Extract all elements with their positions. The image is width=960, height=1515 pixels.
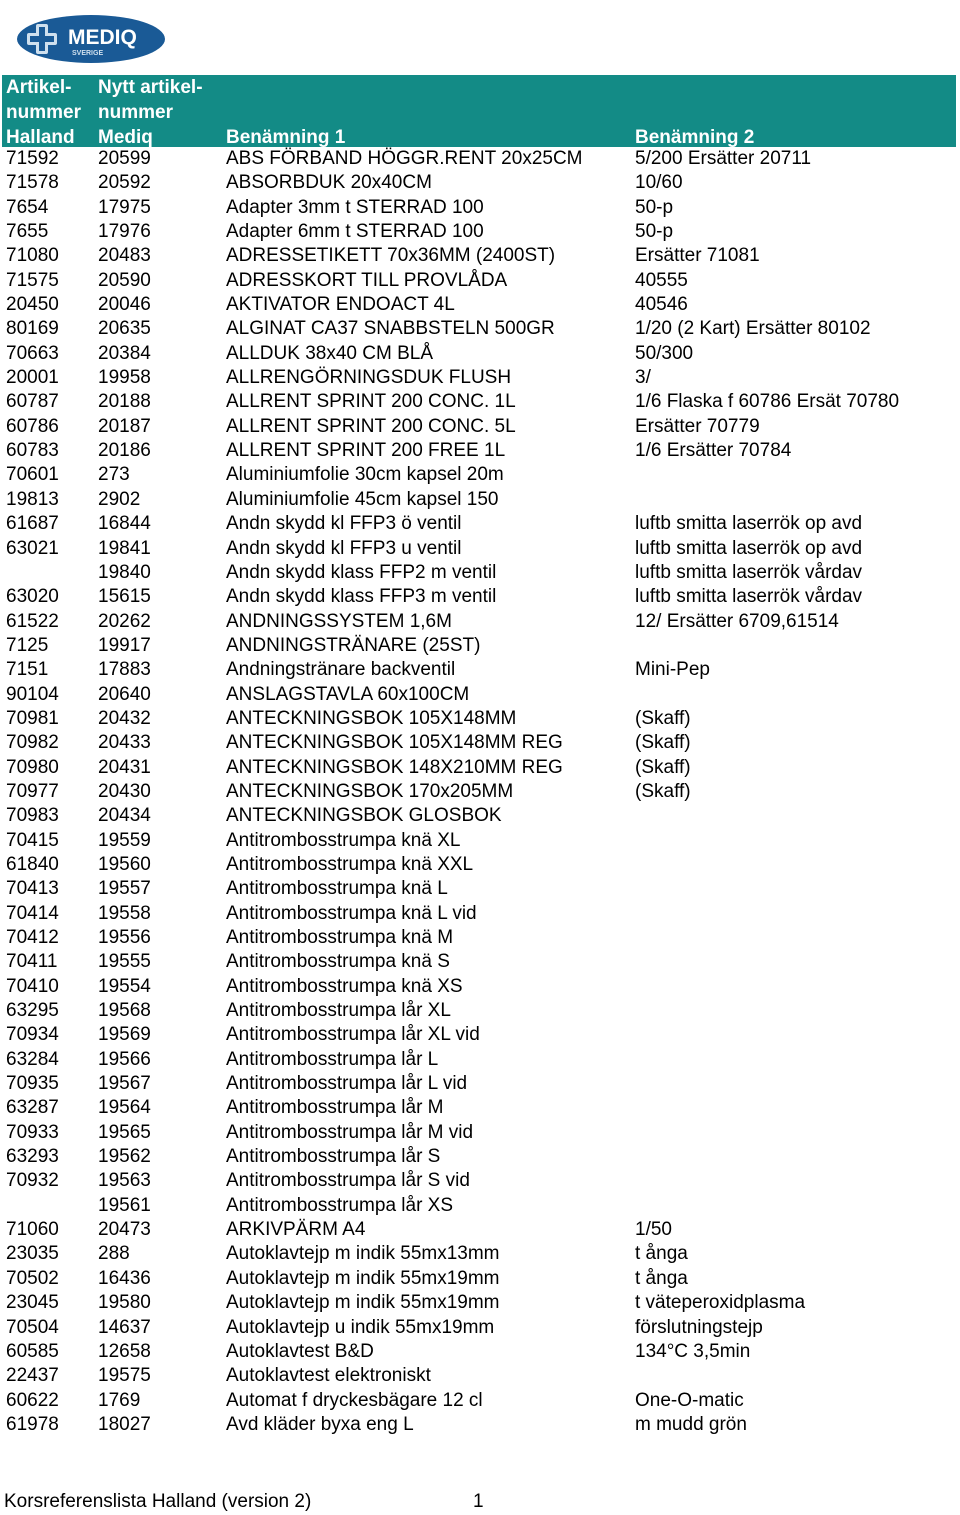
cell-benamning-2: 50-p: [635, 221, 674, 243]
cell-artikelnummer-mediq: 19580: [98, 1292, 151, 1314]
cell-artikelnummer-mediq: 19917: [98, 634, 151, 656]
cell-artikelnummer-halland: 71080: [6, 245, 59, 267]
cell-artikelnummer-halland: 71578: [6, 172, 59, 194]
cell-benamning-1: ANTECKNINGSBOK 148X210MM REG: [226, 756, 563, 778]
cell-benamning-1: Andn skydd kl FFP3 ö ventil: [226, 513, 462, 535]
table-row: [0, 1389, 960, 1413]
cell-benamning-1: ANTECKNINGSBOK 105X148MM REG: [226, 732, 563, 754]
cell-artikelnummer-halland: 20450: [6, 294, 59, 316]
table-row: [0, 244, 960, 268]
mediq-logo: [16, 14, 166, 64]
cell-artikelnummer-halland: 60786: [6, 415, 59, 437]
cell-artikelnummer-mediq: 20186: [98, 440, 151, 462]
table-row: [0, 926, 960, 950]
cell-benamning-1: Antitrombosstrumpa lår M: [226, 1097, 444, 1119]
cell-benamning-1: ANTECKNINGSBOK 170x205MM: [226, 780, 514, 802]
cell-benamning-2: (Skaff): [635, 732, 691, 754]
cell-benamning-2: t ånga: [635, 1267, 688, 1289]
cell-artikelnummer-halland: 19813: [6, 488, 59, 510]
cell-artikelnummer-halland: 63021: [6, 537, 59, 559]
cell-artikelnummer-halland: 61978: [6, 1413, 59, 1435]
logo-brand: MEDIQ: [68, 26, 137, 49]
cell-benamning-2: 12/ Ersätter 6709,61514: [635, 610, 839, 632]
table-row: [0, 707, 960, 731]
cell-benamning-2: (Skaff): [635, 780, 691, 802]
cell-artikelnummer-mediq: 19563: [98, 1170, 151, 1192]
cell-artikelnummer-halland: 70935: [6, 1073, 59, 1095]
cell-artikelnummer-mediq: 20640: [98, 683, 151, 705]
cell-artikelnummer-halland: 7151: [6, 659, 49, 681]
table-row: [0, 512, 960, 536]
cell-benamning-1: ALLRENT SPRINT 200 CONC. 1L: [226, 391, 516, 413]
cell-artikelnummer-halland: 61522: [6, 610, 59, 632]
table-row: [0, 342, 960, 366]
cell-benamning-1: AKTIVATOR ENDOACT 4L: [226, 294, 455, 316]
table-row: [0, 1096, 960, 1120]
cell-benamning-2: 10/60: [635, 172, 683, 194]
cell-artikelnummer-mediq: 19958: [98, 367, 151, 389]
table-row: [0, 950, 960, 974]
cell-benamning-1: Andn skydd kl FFP3 u ventil: [226, 537, 462, 559]
header-col-benamning-2: Benämning 2: [635, 127, 755, 148]
cell-artikelnummer-mediq: 19569: [98, 1024, 151, 1046]
cell-benamning-1: Antitrombosstrumpa lår XL: [226, 1000, 451, 1022]
cell-benamning-2: m mudd grön: [635, 1413, 747, 1435]
cell-artikelnummer-mediq: 20187: [98, 415, 151, 437]
cell-benamning-1: ALGINAT CA37 SNABBSTELN 500GR: [226, 318, 555, 340]
cell-artikelnummer-halland: 61687: [6, 513, 59, 535]
table-row: [0, 1194, 960, 1218]
table-row: [0, 756, 960, 780]
cell-artikelnummer-mediq: 19562: [98, 1146, 151, 1168]
table-row: [0, 293, 960, 317]
table-row: [0, 537, 960, 561]
cell-benamning-2: 1/6 Flaska f 60786 Ersät 70780: [635, 391, 900, 413]
table-row: [0, 1023, 960, 1047]
cell-artikelnummer-mediq: 19567: [98, 1073, 151, 1095]
cell-benamning-1: Antitrombosstrumpa knä S: [226, 951, 450, 973]
cell-artikelnummer-halland: 71060: [6, 1219, 59, 1241]
cell-benamning-2: förslutningstejp: [635, 1316, 763, 1338]
cell-benamning-1: Autoklavtejp u indik 55mx19mm: [226, 1316, 495, 1338]
cell-benamning-2: 1/20 (2 Kart) Ersätter 80102: [635, 318, 871, 340]
cell-benamning-1: Avd kläder byxa eng L: [226, 1413, 414, 1435]
cell-artikelnummer-halland: 70504: [6, 1316, 59, 1338]
cell-benamning-1: Antitrombosstrumpa lår XS: [226, 1194, 454, 1216]
table-row: [0, 1169, 960, 1193]
cell-benamning-1: Automat f dryckesbägare 12 cl: [226, 1389, 483, 1411]
cell-artikelnummer-halland: 70977: [6, 780, 59, 802]
table-row: [0, 731, 960, 755]
cell-benamning-2: 5/200 Ersätter 20711: [635, 148, 812, 169]
table-row: [0, 439, 960, 463]
table-row: [0, 196, 960, 220]
cell-artikelnummer-mediq: 20188: [98, 391, 151, 413]
cell-artikelnummer-halland: 63295: [6, 1000, 59, 1022]
page-number: 1: [473, 1491, 484, 1512]
cell-benamning-2: 1/6 Ersätter 70784: [635, 440, 792, 462]
table-row: [0, 634, 960, 658]
cell-artikelnummer-mediq: 19565: [98, 1121, 151, 1143]
table-row: [0, 1316, 960, 1340]
cell-artikelnummer-halland: 7655: [6, 221, 49, 243]
cell-benamning-2: 50/300: [635, 342, 694, 364]
cell-artikelnummer-mediq: 17975: [98, 196, 151, 218]
table-row: [0, 804, 960, 828]
cell-artikelnummer-halland: 80169: [6, 318, 59, 340]
cell-benamning-1: ANDNINGSTRÄNARE (25ST): [226, 634, 481, 656]
cell-artikelnummer-halland: 70980: [6, 756, 59, 778]
cell-benamning-2: One-O-matic: [635, 1389, 744, 1411]
header-col-benamning-1: Benämning 1: [226, 127, 346, 148]
cell-artikelnummer-mediq: 18027: [98, 1413, 151, 1435]
cell-benamning-1: Adapter 6mm t STERRAD 100: [226, 221, 484, 243]
cell-artikelnummer-mediq: 12658: [98, 1340, 151, 1362]
header-col-nytt-artikelnummer-mediq: Nytt artikel- nummer Mediq: [98, 77, 203, 148]
cell-artikelnummer-halland: 63020: [6, 586, 59, 608]
cell-artikelnummer-mediq: 19560: [98, 853, 151, 875]
cell-artikelnummer-mediq: 16844: [98, 513, 151, 535]
cell-artikelnummer-mediq: 2902: [98, 488, 141, 510]
header-col-artikelnummer-halland: Artikel- nummer Halland: [6, 77, 81, 148]
cell-benamning-1: Antitrombosstrumpa knä XS: [226, 975, 463, 997]
cell-artikelnummer-halland: 63287: [6, 1097, 59, 1119]
cell-benamning-2: luftb smitta laserrök vårdav: [635, 561, 863, 583]
cell-benamning-1: ANTECKNINGSBOK 105X148MM: [226, 707, 517, 729]
cell-artikelnummer-halland: 70663: [6, 342, 59, 364]
cell-artikelnummer-halland: 70932: [6, 1170, 59, 1192]
table-row: [0, 171, 960, 195]
table-row: [0, 999, 960, 1023]
cell-benamning-1: Autoklavtest B&D: [226, 1340, 374, 1362]
table-row: [0, 1242, 960, 1266]
cell-artikelnummer-mediq: 20262: [98, 610, 151, 632]
cell-artikelnummer-halland: 70502: [6, 1267, 59, 1289]
table-row: [0, 585, 960, 609]
cell-artikelnummer-mediq: 19558: [98, 902, 151, 924]
cell-artikelnummer-mediq: 19557: [98, 878, 151, 900]
cell-artikelnummer-halland: 61840: [6, 853, 59, 875]
table-row: [0, 1267, 960, 1291]
cell-benamning-1: ADRESSKORT TILL PROVLÅDA: [226, 269, 508, 291]
cell-artikelnummer-mediq: 19575: [98, 1365, 151, 1387]
cell-artikelnummer-halland: 63284: [6, 1048, 59, 1070]
cell-benamning-1: ANDNINGSSYSTEM 1,6M: [226, 610, 452, 632]
cell-artikelnummer-mediq: 20432: [98, 707, 151, 729]
cell-benamning-1: Andn skydd klass FFP2 m ventil: [226, 561, 497, 583]
cell-artikelnummer-mediq: 1769: [98, 1389, 141, 1411]
cell-artikelnummer-halland: 70411: [6, 951, 58, 973]
table-row: [0, 902, 960, 926]
cell-artikelnummer-halland: 70413: [6, 878, 59, 900]
cell-benamning-1: Andningstränare backventil: [226, 659, 456, 681]
cell-artikelnummer-halland: 70981: [6, 707, 59, 729]
table-row: [0, 269, 960, 293]
cell-benamning-1: ADRESSETIKETT 70x36MM (2400ST): [226, 245, 556, 267]
table-row: [0, 463, 960, 487]
cell-benamning-1: ALLRENT SPRINT 200 CONC. 5L: [226, 415, 516, 437]
cell-artikelnummer-mediq: 17883: [98, 659, 151, 681]
cell-benamning-1: ANTECKNINGSBOK GLOSBOK: [226, 805, 502, 827]
cell-benamning-1: Antitrombosstrumpa knä XL: [226, 829, 461, 851]
cell-artikelnummer-halland: 23035: [6, 1243, 59, 1265]
cell-benamning-1: Autoklavtest elektroniskt: [226, 1365, 431, 1387]
cell-artikelnummer-mediq: 19566: [98, 1048, 151, 1070]
cell-artikelnummer-halland: 60622: [6, 1389, 59, 1411]
table-header: [2, 75, 956, 147]
cell-benamning-1: Aluminiumfolie 45cm kapsel 150: [226, 488, 499, 510]
cell-benamning-1: Antitrombosstrumpa lår M vid: [226, 1121, 474, 1143]
table-row: [0, 561, 960, 585]
cell-benamning-1: Autoklavtejp m indik 55mx19mm: [226, 1267, 500, 1289]
cell-artikelnummer-halland: 70412: [6, 927, 59, 948]
cell-benamning-2: 50-p: [635, 196, 674, 218]
cell-benamning-1: Antitrombosstrumpa knä XXL: [226, 853, 474, 875]
cell-artikelnummer-halland: 60585: [6, 1340, 59, 1362]
table-row: [0, 317, 960, 341]
cell-artikelnummer-mediq: 20431: [98, 756, 151, 778]
cell-artikelnummer-halland: 70982: [6, 732, 59, 754]
cell-artikelnummer-halland: 70983: [6, 805, 59, 827]
footer-title: Korsreferenslista Halland (version 2): [4, 1491, 312, 1512]
table-row: [0, 610, 960, 634]
cell-benamning-1: Antitrombosstrumpa lår L vid: [226, 1073, 468, 1095]
table-row: [0, 1291, 960, 1315]
cell-artikelnummer-halland: 7125: [6, 634, 49, 656]
mediq-logo-graphic: [16, 14, 166, 64]
cell-artikelnummer-halland: 60783: [6, 440, 59, 462]
cell-artikelnummer-mediq: 17976: [98, 221, 151, 243]
cell-benamning-1: Antitrombosstrumpa lår S vid: [226, 1170, 470, 1192]
cell-artikelnummer-mediq: 14637: [98, 1316, 151, 1338]
cell-artikelnummer-halland: 22437: [6, 1365, 59, 1387]
cell-artikelnummer-halland: 70414: [6, 902, 59, 924]
cell-benamning-2: 40555: [635, 269, 688, 291]
cell-artikelnummer-mediq: 19568: [98, 1000, 151, 1022]
cell-artikelnummer-mediq: 20592: [98, 172, 151, 194]
cell-artikelnummer-mediq: 19564: [98, 1097, 151, 1119]
table-row: [0, 829, 960, 853]
table-row: [0, 683, 960, 707]
cell-benamning-1: ALLRENT SPRINT 200 FREE 1L: [226, 440, 506, 462]
cell-benamning-2: 40546: [635, 294, 688, 316]
cell-artikelnummer-mediq: 20434: [98, 805, 151, 827]
table-row: [0, 1145, 960, 1169]
cell-benamning-2: Ersätter 71081: [635, 245, 760, 267]
cell-benamning-1: ALLDUK 38x40 CM BLÅ: [226, 342, 433, 364]
table-row: [0, 1218, 960, 1242]
table-row: [0, 853, 960, 877]
cell-benamning-2: luftb smitta laserrök op avd: [635, 537, 863, 559]
cell-benamning-2: 134°C 3,5min: [635, 1340, 751, 1362]
table-row: [0, 390, 960, 414]
cell-benamning-1: ALLRENGÖRNINGSDUK FLUSH: [226, 367, 512, 389]
cell-artikelnummer-mediq: 19559: [98, 829, 151, 851]
cell-artikelnummer-mediq: 19840: [98, 561, 151, 583]
table-row: [0, 780, 960, 804]
table-row: [0, 1072, 960, 1096]
cell-artikelnummer-halland: 70934: [6, 1024, 59, 1046]
cell-artikelnummer-halland: 70933: [6, 1121, 59, 1143]
cell-artikelnummer-mediq: 20590: [98, 269, 151, 291]
cell-benamning-1: Aluminiumfolie 30cm kapsel 20m: [226, 464, 504, 486]
logo-sub: SVERIGE: [72, 50, 104, 57]
cell-benamning-2: t väteperoxidplasma: [635, 1292, 806, 1314]
table-row: [0, 975, 960, 999]
table-row: [0, 1413, 960, 1437]
cell-benamning-1: Adapter 3mm t STERRAD 100: [226, 196, 484, 218]
table-row: [0, 366, 960, 390]
table-row: [0, 1048, 960, 1072]
cell-artikelnummer-mediq: 19554: [98, 975, 151, 997]
cell-artikelnummer-mediq: 20430: [98, 780, 151, 802]
cell-artikelnummer-halland: 70601: [6, 464, 59, 486]
cell-artikelnummer-mediq: 16436: [98, 1267, 151, 1289]
cell-benamning-1: Antitrombosstrumpa knä L vid: [226, 902, 477, 924]
cell-benamning-2: Ersätter 70779: [635, 415, 760, 437]
table-row: [0, 1364, 960, 1388]
cell-artikelnummer-halland: 63293: [6, 1146, 59, 1168]
cell-benamning-2: luftb smitta laserrök vårdav: [635, 586, 863, 608]
cell-benamning-2: Mini-Pep: [635, 659, 710, 681]
cell-artikelnummer-mediq: 288: [98, 1243, 130, 1265]
cell-artikelnummer-halland: 71575: [6, 269, 59, 291]
table-row: [0, 877, 960, 901]
cell-artikelnummer-halland: 70415: [6, 829, 59, 851]
table-row: [0, 488, 960, 512]
cell-benamning-2: (Skaff): [635, 707, 691, 729]
cell-benamning-1: Antitrombosstrumpa knä L: [226, 878, 448, 900]
cell-benamning-2: 3/: [635, 367, 651, 389]
cell-benamning-1: Antitrombosstrumpa lår S: [226, 1146, 441, 1168]
cell-artikelnummer-halland: 7654: [6, 196, 49, 218]
cell-benamning-1: ANSLAGSTAVLA 60x100CM: [226, 683, 470, 705]
table-row: [0, 415, 960, 439]
cell-artikelnummer-mediq: 20483: [98, 245, 151, 267]
cell-benamning-1: ARKIVPÄRM A4: [226, 1219, 366, 1241]
cell-benamning-1: ABSORBDUK 20x40CM: [226, 172, 432, 194]
cell-benamning-1: Andn skydd klass FFP3 m ventil: [226, 586, 497, 608]
table-row: [0, 1121, 960, 1145]
cell-artikelnummer-mediq: 20473: [98, 1219, 151, 1241]
cell-artikelnummer-mediq: 20433: [98, 732, 151, 754]
cell-benamning-1: Antitrombosstrumpa lår XL vid: [226, 1024, 480, 1046]
cell-benamning-1: Antitrombosstrumpa lår L: [226, 1048, 439, 1070]
cell-artikelnummer-halland: 23045: [6, 1292, 59, 1314]
table-row: [0, 147, 960, 171]
table-body: [0, 147, 960, 1437]
table-row: [0, 1340, 960, 1364]
cell-benamning-2: luftb smitta laserrök op avd: [635, 513, 863, 535]
cell-artikelnummer-halland: 60787: [6, 391, 59, 413]
cell-artikelnummer-mediq: 273: [98, 464, 130, 486]
cell-artikelnummer-halland: 71592: [6, 148, 59, 169]
cell-artikelnummer-halland: 20001: [6, 367, 59, 389]
table-row: [0, 220, 960, 244]
cell-artikelnummer-halland: 90104: [6, 683, 59, 705]
cell-artikelnummer-mediq: 19841: [98, 537, 151, 559]
cell-artikelnummer-mediq: 20599: [98, 148, 151, 169]
cell-benamning-2: 1/50: [635, 1219, 672, 1241]
cell-benamning-2: (Skaff): [635, 756, 691, 778]
cell-benamning-1: Autoklavtejp m indik 55mx19mm: [226, 1292, 500, 1314]
cell-artikelnummer-mediq: 19555: [98, 951, 151, 973]
cell-benamning-1: Autoklavtejp m indik 55mx13mm: [226, 1243, 500, 1265]
cell-artikelnummer-mediq: 20046: [98, 294, 151, 316]
table-row: [0, 658, 960, 682]
cell-artikelnummer-mediq: 20384: [98, 342, 151, 364]
cell-artikelnummer-halland: 70410: [6, 975, 59, 997]
cell-benamning-1: ABS FÖRBAND HÖGGR.RENT 20x25CM: [226, 148, 583, 169]
cell-artikelnummer-mediq: 20635: [98, 318, 151, 340]
cell-benamning-1: Antitrombosstrumpa knä M: [226, 927, 454, 948]
cell-artikelnummer-mediq: 15615: [98, 586, 151, 608]
cell-benamning-2: t ånga: [635, 1243, 688, 1265]
cell-artikelnummer-mediq: 19556: [98, 927, 151, 948]
cell-artikelnummer-mediq: 19561: [98, 1194, 151, 1216]
